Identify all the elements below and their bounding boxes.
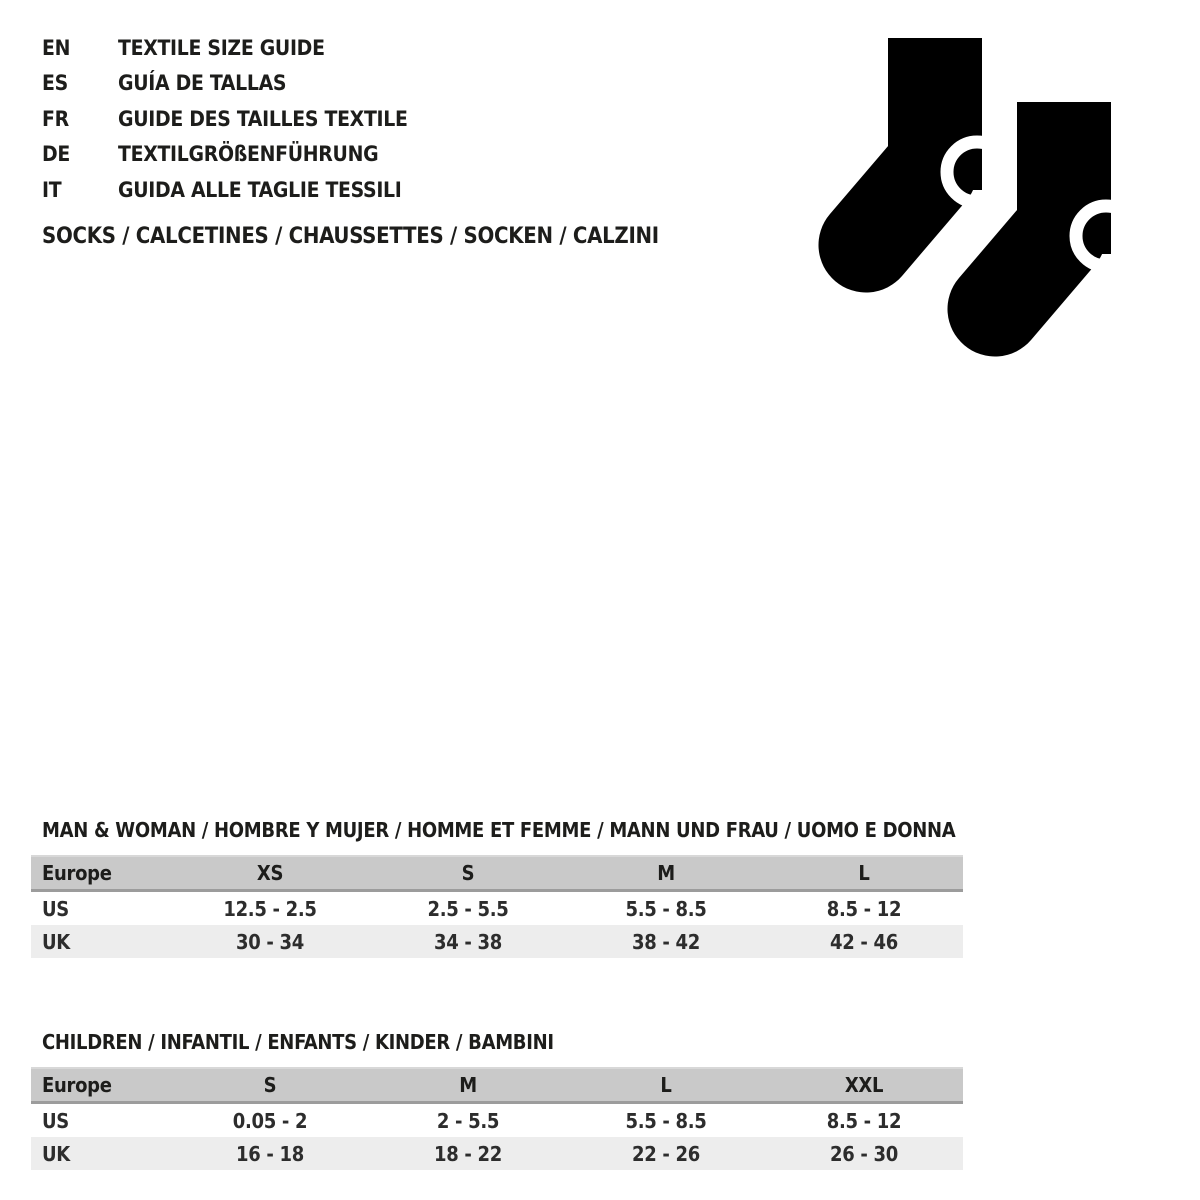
size-table-man-woman xyxy=(31,855,963,958)
table-header-cell: M xyxy=(657,861,675,885)
language-row xyxy=(42,172,408,208)
size-value: 34 - 38 xyxy=(434,929,502,954)
language-row xyxy=(42,137,408,173)
language-code: EN xyxy=(42,35,71,60)
language-code: IT xyxy=(42,177,62,202)
row-label: US xyxy=(42,1108,69,1133)
row-label: UK xyxy=(42,1141,70,1166)
size-value: 2.5 - 5.5 xyxy=(427,896,509,921)
row-label: UK xyxy=(42,929,70,954)
table-header-cell: Europe xyxy=(42,861,112,885)
size-value: 18 - 22 xyxy=(434,1141,502,1166)
section-title-man-woman: MAN & WOMAN / HOMBRE Y MUJER / HOMME ET FEMME / MANN UND FRAU / UOMO E DONNA xyxy=(42,818,956,842)
table-row xyxy=(31,925,963,958)
language-code: FR xyxy=(42,106,69,131)
size-value: 30 - 34 xyxy=(236,929,304,954)
socks-icon xyxy=(805,30,1130,360)
size-value: 2 - 5.5 xyxy=(436,1108,500,1133)
size-section-children xyxy=(31,1030,963,1170)
size-value: 8.5 - 12 xyxy=(826,1108,902,1133)
size-value: 5.5 - 8.5 xyxy=(625,1108,707,1133)
table-header-cell: XS xyxy=(256,861,284,885)
language-guide-title: TEXTILGRÖßENFÜHRUNG xyxy=(118,142,379,167)
table-header-cell: XXL xyxy=(844,1073,884,1097)
table-body xyxy=(31,1104,963,1170)
table-header-cell: Europe xyxy=(42,1073,112,1097)
table-header-row xyxy=(31,1067,963,1104)
language-guide-title: GUÍA DE TALLAS xyxy=(118,71,287,96)
table-body xyxy=(31,892,963,958)
size-value: 0.05 - 2 xyxy=(232,1108,308,1133)
language-guide-title: GUIDE DES TAILLES TEXTILE xyxy=(118,106,408,131)
language-row xyxy=(42,30,408,66)
size-value: 8.5 - 12 xyxy=(826,896,902,921)
section-title-children: CHILDREN / INFANTIL / ENFANTS / KINDER / BAMBINI xyxy=(42,1030,554,1054)
size-value: 22 - 26 xyxy=(632,1141,700,1166)
size-value: 26 - 30 xyxy=(830,1141,898,1166)
category-title: SOCKS / CALCETINES / CHAUSSETTES / SOCKEN / CALZINI xyxy=(42,224,659,249)
table-header-cell: L xyxy=(660,1073,672,1097)
table-header-cell: L xyxy=(858,861,870,885)
size-value: 42 - 46 xyxy=(830,929,898,954)
size-table-children xyxy=(31,1067,963,1170)
row-label: US xyxy=(42,896,69,921)
table-row xyxy=(31,1104,963,1137)
table-row xyxy=(31,1137,963,1170)
size-section-man-woman xyxy=(31,818,963,958)
table-header-row xyxy=(31,855,963,892)
size-value: 12.5 - 2.5 xyxy=(223,896,317,921)
language-row xyxy=(42,101,408,137)
language-row xyxy=(42,66,408,102)
language-guide-title: TEXTILE SIZE GUIDE xyxy=(118,35,325,60)
language-list xyxy=(42,30,408,208)
table-row xyxy=(31,892,963,925)
language-guide-title: GUIDA ALLE TAGLIE TESSILI xyxy=(118,177,402,202)
size-value: 5.5 - 8.5 xyxy=(625,896,707,921)
size-value: 38 - 42 xyxy=(632,929,700,954)
language-code: DE xyxy=(42,142,70,167)
size-value: 16 - 18 xyxy=(236,1141,304,1166)
language-code: ES xyxy=(42,71,68,96)
table-header-cell: S xyxy=(461,861,475,885)
table-header-cell: M xyxy=(459,1073,477,1097)
table-header-cell: S xyxy=(263,1073,277,1097)
